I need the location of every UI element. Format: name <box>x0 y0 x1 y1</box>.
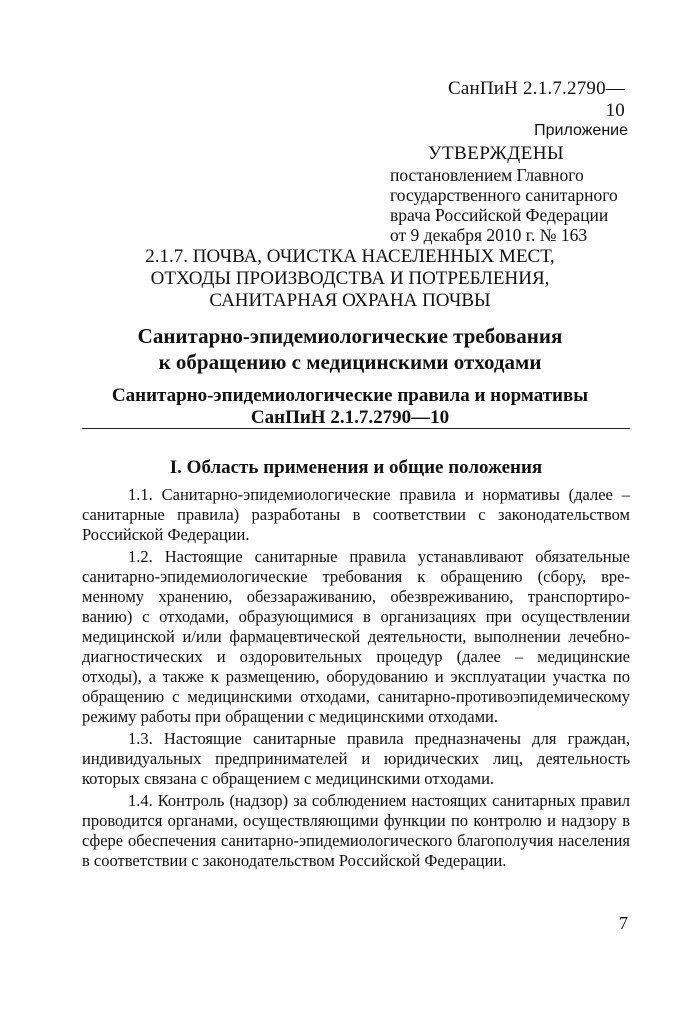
approval-block <box>390 143 650 245</box>
approval-line: постановлением Главного <box>390 165 584 185</box>
paragraph: 1.4. Контроль (надзор) за соблюдением настоящих санитарных правил проводится органами, осуществляющими функции по контролю и надзору в сфере обеспечения санитарно-эпидемиологического благополучия населения в соответствии с законодательством Российской Федерации. <box>82 791 630 870</box>
document-title <box>70 323 630 375</box>
document-subtitle-line: Санитарно-эпидемиологические правила и нормативы <box>111 385 589 406</box>
body-text <box>82 485 630 873</box>
section-heading-line: 2.1.7. ПОЧВА, ОЧИСТКА НАСЕЛЕННЫХ МЕСТ, <box>145 246 555 267</box>
paragraph: 1.1. Санитарно-эпидемиологические правила и нормативы (далее – санитарные правила) разработаны в соответствии с законодательством Российской Федерации. <box>82 485 630 544</box>
document-code: СанПиН 2.1.7.2790—10 <box>448 78 625 121</box>
document-subtitle <box>70 385 630 429</box>
paragraph: 1.2. Настоящие санитарные правила устанавливают обязательные санитарно-эпидемиологические требования к обращению (сбору, временному хранению, обеззараживанию, обезвреживанию, транспортированию) с отходами, образующимися в организациях при осуществлении медицинской и/или фармацевтической деятельности, выполнении лечебно-диагностических и оздоровительных процедур (далее – медицинские отходы), а также к размещению, оборудованию и эксплуатации участка по обращению с медицинскими отходами, санитарно-противоэпидемическому режиму работы при обращении с медицинскими отходами. <box>82 547 630 726</box>
section-heading-line: САНИТАРНАЯ ОХРАНА ПОЧВЫ <box>209 290 491 311</box>
approval-line: врача Российской Федерации <box>390 205 609 225</box>
document-title-line: к обращению с медицинскими отходами <box>158 350 542 374</box>
section-heading <box>90 246 610 312</box>
chapter-title: I. Область применения и общие положения <box>169 457 543 478</box>
approval-line: государственного санитарного <box>390 185 618 205</box>
page-number: 7 <box>619 913 628 933</box>
paragraph: 1.3. Настоящие санитарные правила предназначены для граждан, индивидуальных предпринимателей и юридических лиц, деятельность которых связана с обращением с медицинскими отходами. <box>82 729 630 788</box>
horizontal-rule <box>82 428 630 429</box>
appendix-label: Приложение <box>534 122 628 139</box>
section-heading-line: ОТХОДЫ ПРОИЗВОДСТВА И ПОТРЕБЛЕНИЯ, <box>150 268 550 289</box>
document-title-line: Санитарно-эпидемиологические требования <box>137 324 563 348</box>
approval-heading: УТВЕРЖДЕНЫ <box>428 143 565 164</box>
approval-line: от 9 декабря 2010 г. № 163 <box>390 225 588 245</box>
document-subtitle-line: СанПиН 2.1.7.2790—10 <box>250 407 450 428</box>
